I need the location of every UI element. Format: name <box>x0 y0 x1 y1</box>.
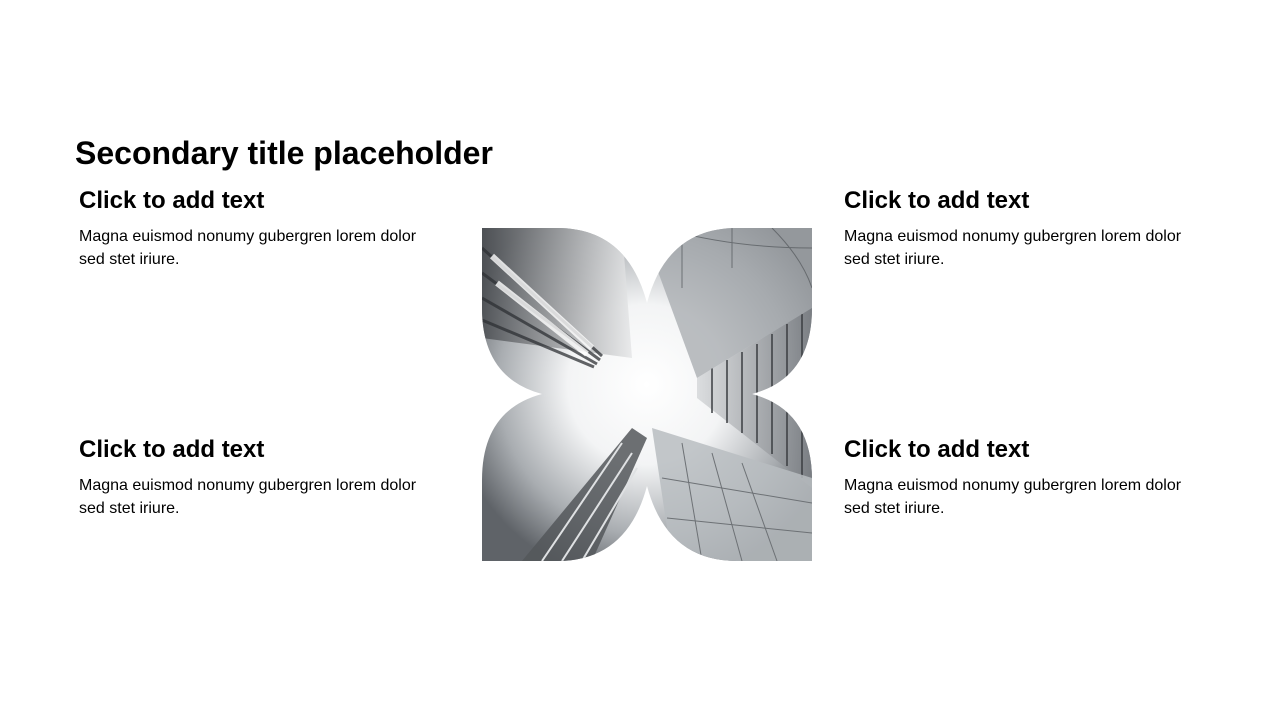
text-block-top-right[interactable] <box>844 186 1194 271</box>
text-block-top-left[interactable] <box>79 186 429 271</box>
architecture-photo <box>482 228 812 561</box>
block-body[interactable]: Magna euismod nonumy gubergren lorem dolor sed stet iriure. <box>79 477 417 517</box>
block-body[interactable]: Magna euismod nonumy gubergren lorem dolor sed stet iriure. <box>844 228 1182 268</box>
text-block-bottom-left[interactable] <box>79 435 429 520</box>
block-body[interactable]: Magna euismod nonumy gubergren lorem dolor sed stet iriure. <box>844 477 1182 517</box>
block-heading[interactable]: Click to add text <box>79 436 265 463</box>
block-heading[interactable]: Click to add text <box>844 436 1030 463</box>
text-block-bottom-right[interactable] <box>844 435 1194 520</box>
slide-title[interactable]: Secondary title placeholder <box>75 135 493 171</box>
block-body[interactable]: Magna euismod nonumy gubergren lorem dolor sed stet iriure. <box>79 228 417 268</box>
center-picture[interactable] <box>482 228 812 561</box>
block-heading[interactable]: Click to add text <box>79 187 265 214</box>
block-heading[interactable]: Click to add text <box>844 187 1030 214</box>
